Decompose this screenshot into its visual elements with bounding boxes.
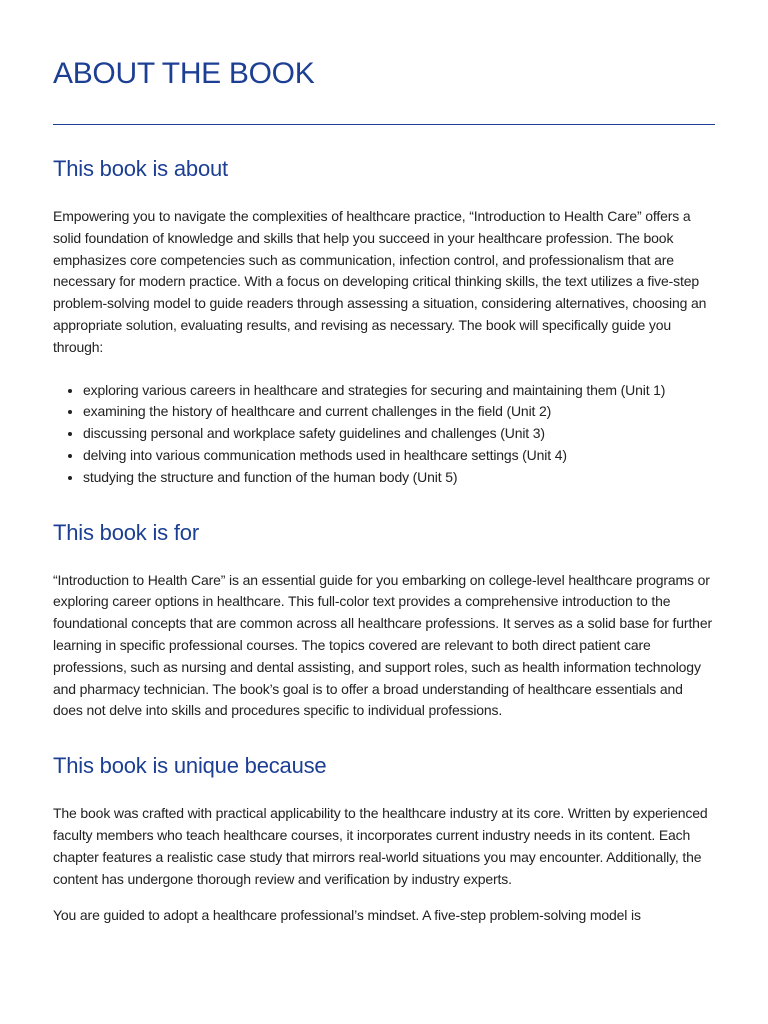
section-heading-for: This book is for [53,519,199,545]
list-item: • examining the history of healthcare and current challenges in the field (Unit 2) [83,401,715,423]
section-unique [53,752,715,927]
list-item: • discussing personal and workplace safety guidelines and challenges (Unit 3) [83,423,715,445]
section-for [53,519,715,723]
unit-bullet-list [53,380,715,489]
unique-paragraph-1: The book was crafted with practical applicability to the healthcare industry at its core. Written by experienced faculty members who teach healthcare courses, it incorporates current industry needs in its content. Each chapter features a realistic case study that mirrors real-world situations you may encounter. Additionally, the content has undergone thorough review and verification by industry experts. [53,805,708,887]
list-item: • delving into various communication methods used in healthcare settings (Unit 4) [83,445,715,467]
list-item: • studying the structure and function of the human body (Unit 5) [83,467,715,489]
about-paragraph: Empowering you to navigate the complexities of healthcare practice, “Introduction to Health Care” offers a solid foundation of knowledge and skills that help you succeed in your healthcare profession. The book emphasizes core competencies such as communication, infection control, and professionalism that are necessary for modern practice. With a focus on developing critical thinking skills, the text utilizes a five-step problem-solving model to guide readers through assessing a situation, considering alternatives, choosing an appropriate solution, evaluating results, and revising as necessary. The book will specifically guide you through: [53,208,707,355]
unique-paragraph-2: You are guided to adopt a healthcare professional’s mindset. A five-step problem-solving model is [53,907,641,924]
page-title: ABOUT THE BOOK [53,57,315,90]
section-heading-unique: This book is unique because [53,753,327,779]
for-paragraph: “Introduction to Health Care” is an essential guide for you embarking on college-level healthcare programs or exploring career options in healthcare. This full-color text provides a comprehensive introduction to the foundational concepts that are common across all healthcare professions. It serves as a solid base for further learning in specific professional courses. The topics covered are relevant to both direct patient care professions, such as nursing and dental assisting, and support roles, such as health information technology and pharmacy technician. The book’s goal is to offer a broad understanding of healthcare essentials and does not delve into skills and procedures specific to individual professions. [53,571,712,719]
list-item: • exploring various careers in healthcare and strategies for securing and maintaining them (Unit 1) [83,380,715,402]
title-divider [53,124,715,125]
section-heading-about: This book is about [53,156,228,181]
section-about [53,155,715,489]
